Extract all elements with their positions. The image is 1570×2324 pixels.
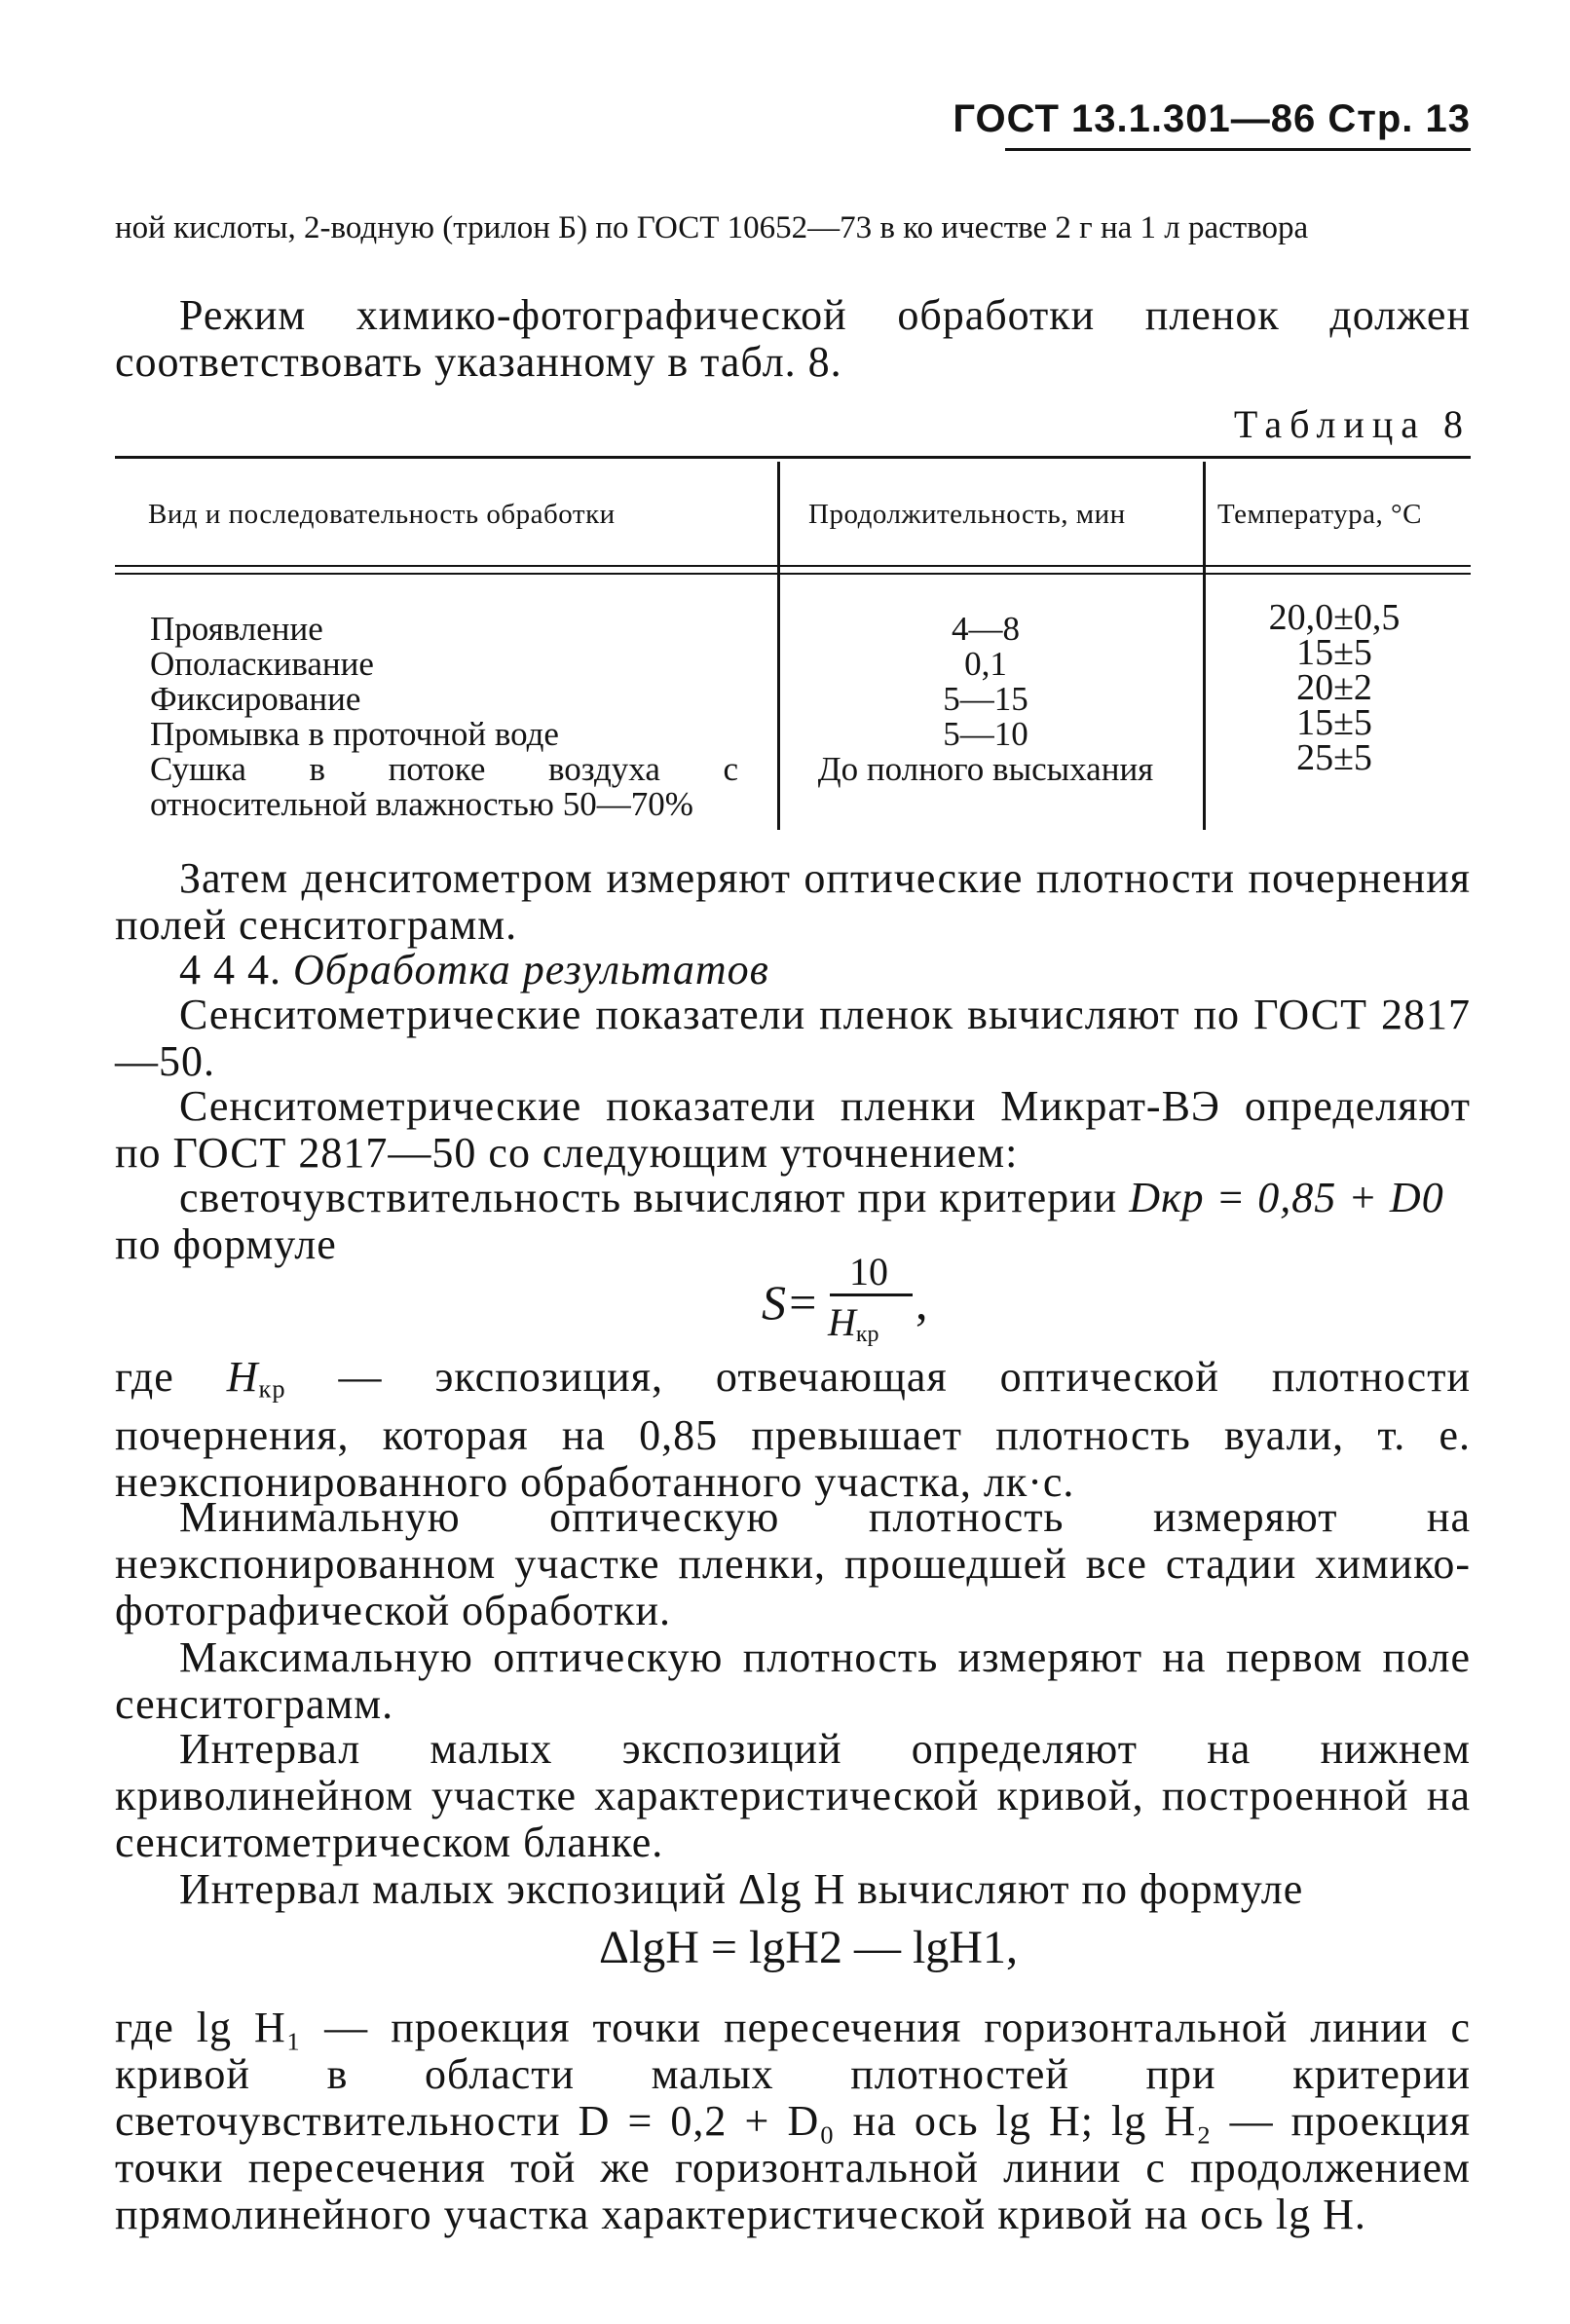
table-header-temperature: Температура, °C bbox=[1217, 499, 1422, 530]
table-cell-temperature: 20±2 bbox=[1296, 667, 1372, 708]
formula-comma: , bbox=[916, 1275, 928, 1330]
paragraph-exposure: где $H_{кр}$ — экспозиция, отвечающая оптической плотности почернения, которая на 0,85 превышает плотность вуали, т. е. неэкспонированного обработанного участка, лк·с. bbox=[115, 1353, 1471, 1506]
formula-denominator: $H_{кр}$ bbox=[828, 1300, 879, 1347]
table-column-duration bbox=[781, 612, 1190, 787]
table-cell-temperature: 25±5 bbox=[1296, 737, 1372, 778]
section-heading bbox=[115, 947, 1471, 993]
table-cell-duration: 5—10 bbox=[943, 715, 1028, 753]
paragraph-sensitivity bbox=[115, 1175, 1471, 1268]
table-caption: Таблица 8 bbox=[1233, 402, 1471, 446]
criterion-formula: Dкр = 0,85 + D0 bbox=[1129, 1174, 1444, 1221]
table-header-rule-1 bbox=[115, 565, 1471, 567]
header-rule bbox=[1005, 148, 1471, 151]
paragraph-mikrat: Сенситометрические показатели пленки Микрат-ВЭ определяют по ГОСТ 2817—50 со следующим уточнением: bbox=[115, 1082, 1471, 1177]
interval-formula: ΔlgH = lgH2 — lgH1, bbox=[599, 1922, 1018, 1973]
section-number: 4 4 4. bbox=[179, 946, 281, 993]
table-cell-step: Ополаскивание bbox=[150, 645, 374, 683]
formula-fraction-bar bbox=[830, 1293, 913, 1296]
table-top-rule bbox=[115, 456, 1471, 459]
paragraph-projections: где lg H₁ — проекция точки пересечения горизонтальной линии с кривой в области малых плотностей при критерии светочувствительности D = 0,2 + D₀ на ось lg H; lg H₂ — проекция точки пересечения той же горизонтальной линии с продолжением прямолинейного участка характеристической кривой на ось lg H. bbox=[115, 2004, 1471, 2238]
table-col-divider-2 bbox=[1203, 462, 1206, 830]
table-cell-duration: 5—15 bbox=[943, 680, 1028, 718]
table-cell-step: Проявление bbox=[150, 610, 323, 648]
paragraph-interval-formula-intro: Интервал малых экспозиций Δlg H вычисляют по формуле bbox=[179, 1865, 1304, 1913]
sensitivity-text-a: светочувствительность вычисляют при критерии bbox=[179, 1174, 1118, 1221]
table-cell-temperature: 15±5 bbox=[1296, 702, 1372, 743]
formula-numerator: 10 bbox=[849, 1250, 888, 1293]
intro-paragraph: Режим химико-фотографической обработки пленок должен соответствовать указанному в табл. 8. bbox=[115, 291, 1471, 386]
table-cell-temperature: 15±5 bbox=[1296, 632, 1372, 673]
exposure-definition: — экспозиция, отвечающая оптической плотности почернения, которая на 0,85 превышает плотность вуали, т. е. неэкспонированного обработанного участка, лк·с. bbox=[115, 1353, 1471, 1506]
section-title: Обработка результатов bbox=[293, 946, 769, 993]
table-cell-duration: 0,1 bbox=[964, 645, 1007, 683]
sensitivity-text-b: по формуле bbox=[115, 1220, 337, 1268]
table-column-temperature bbox=[1208, 597, 1461, 778]
table-col-divider-1 bbox=[777, 462, 780, 830]
table-cell-duration: 4—8 bbox=[952, 610, 1020, 648]
table-header-step: Вид и последовательность обработки bbox=[148, 499, 616, 530]
table-cell-step: Фиксирование bbox=[150, 680, 361, 718]
table-cell-duration: До полного высыхания bbox=[817, 750, 1154, 788]
formula-lhs: S= bbox=[762, 1275, 819, 1330]
paragraph-densitometry: Затем денситометром измеряют оптические плотности почернения полей сенситограмм. bbox=[115, 854, 1471, 949]
table-header-duration: Продолжительность, мин bbox=[808, 499, 1126, 530]
paragraph-indicators: Сенситометрические показатели пленок вычисляют по ГОСТ 2817—50. bbox=[115, 991, 1471, 1085]
sensitivity-formula bbox=[762, 1250, 928, 1364]
table-column-steps bbox=[150, 612, 738, 822]
table-cell-step: Сушка в потоке воздуха с относительной влажностью 50—70% bbox=[150, 750, 738, 823]
table-cell-step: Промывка в проточной воде bbox=[150, 715, 559, 753]
intro-line: ной кислоты, 2-водную (трилон Б) по ГОСТ 10652—73 в ко ичестве 2 г на 1 л раствора bbox=[115, 210, 1309, 245]
paragraph-min-density: Минимальную оптическую плотность измеряют на неэкспонированном участке пленки, прошедшей все стадии химико-фотографической обработки. bbox=[115, 1493, 1471, 1634]
paragraph-interval: Интервал малых экспозиций определяют на нижнем криволинейном участке характеристической кривой, построенной на сенситометрическом бланке. bbox=[115, 1725, 1471, 1866]
table-cell-temperature: 20,0±0,5 bbox=[1268, 597, 1401, 638]
page-header: ГОСТ 13.1.301—86 Стр. 13 bbox=[953, 97, 1471, 140]
paragraph-max-density: Максимальную оптическую плотность измеряют на первом поле сенситограмм. bbox=[115, 1633, 1471, 1728]
table-header-rule-2 bbox=[115, 573, 1471, 575]
